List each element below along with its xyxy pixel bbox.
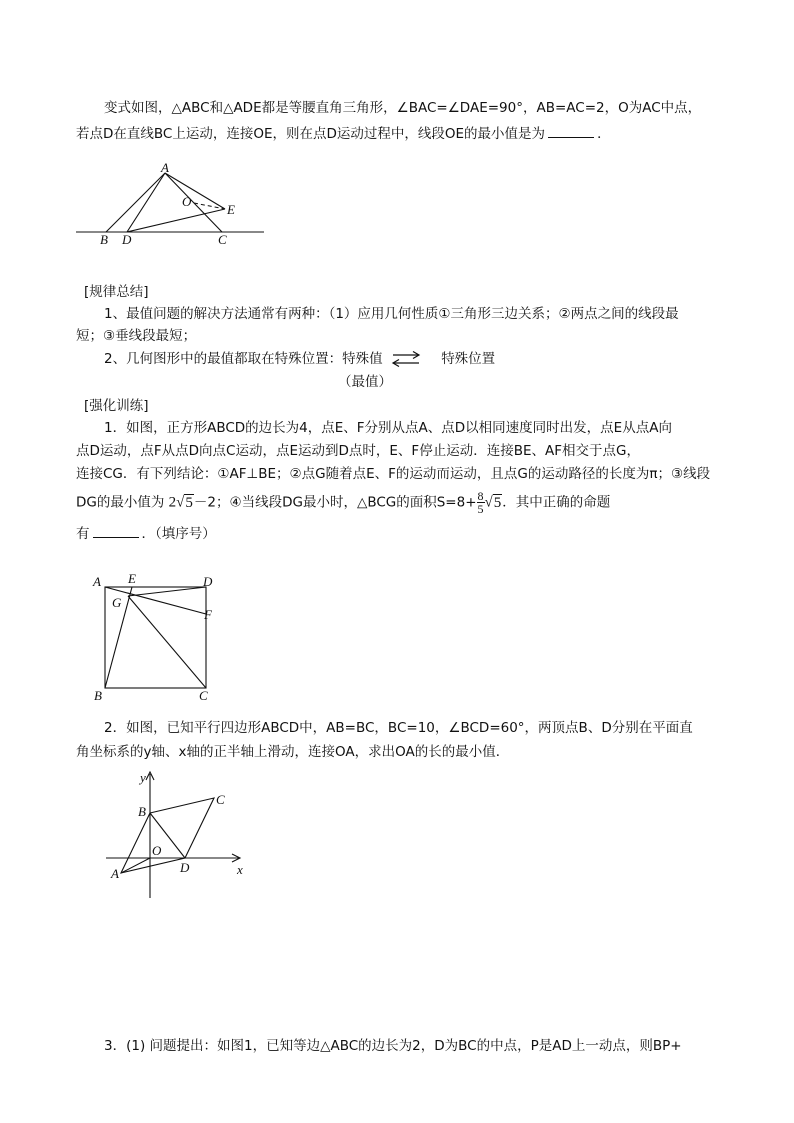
label-o: O [182,194,192,209]
q1-line-4-f: ．其中正确的命题 [502,494,611,511]
label-c: C [216,792,225,807]
q2-line-2: 角坐标系的y轴、x轴的正半轴上滑动，连接OA，求出OA的长的最小值． [76,744,510,760]
fraction-8-5: $\frac{8}{5}$ [477,489,484,516]
label-e: E [128,571,136,586]
label-f: F [204,607,212,622]
variant-line-2-text: 若点D在直线BC上运动，连接OE，则在点D运动过程中，线段OE的最小值是为 [76,126,546,142]
label-d: D [203,574,213,589]
q1-line-4 [76,490,610,515]
label-d: D [180,860,190,875]
q1-line-3: 连接CG．有下列结论：①AF⊥BE；②点G随着点E、F的运动而运动，且点G的运动路径的长度为π；③线段 [76,466,711,482]
label-y: y [140,770,146,785]
segment-gc [128,596,206,688]
q1-line-5: 有 ．（填序号） [76,526,216,542]
label-b: B [100,232,108,247]
label-a: A [161,160,169,175]
segment-ab [106,173,165,232]
summary-heading: [规律总结] [84,284,149,300]
answer-blank [548,124,594,138]
double-arrow-icon [391,351,421,367]
summary-item-2-line-1 [104,349,495,369]
summary-item-2-text-a: 2、几何图形中的最值都取在特殊位置：特殊值 [104,351,383,367]
variant-line-2-end: ． [597,126,611,142]
summary-item-2-max-value: （最值） [338,374,392,390]
variant-line-2 [76,124,611,144]
segment-gd [128,587,206,596]
label-a: A [93,574,101,589]
summary-item-2-text-b: 特殊位置 [441,351,496,367]
label-e: E [227,202,235,217]
label-a: A [111,866,119,881]
label-b: B [94,688,102,703]
segment-oa [121,858,150,873]
q2-line-1: 2．如图，已知平行四边形ABCD中，AB=BC，BC=10，∠BCD=60°，两顶点B、D分别在平面直 [104,720,693,736]
figure-square-abcd [88,570,218,706]
q1-line-2: 点D运动，点F从点D向点C运动，点E运动到D点时，E、F停止运动．连接BE、AF相交于点G， [76,443,640,459]
q1-answer-blank [93,524,139,538]
label-b: B [138,804,146,819]
sqrt-5: √5 [484,494,502,511]
q1-line-1: 1．如图，正方形ABCD的边长为4，点E、F分别从点A、点D以相同速度同时出发，点E从点A向 [104,420,672,436]
summary-item-1-line-2: 短；③垂线段最短； [76,328,197,344]
summary-item-1-line-1: 1、最值问题的解决方法通常有两种：（1）应用几何性质①三角形三边关系；②两点之间的线段最 [104,306,679,322]
training-heading: [强化训练] [84,398,149,414]
label-c: C [199,688,208,703]
variant-line-1: 变式如图，△ABC和△ADE都是等腰直角三角形，∠BAC=∠DAE=90°，AB=AC=2，O为AC中点， [104,100,702,116]
q1-line-4-d: －2；④当线段DG最小时，△BCG的面积S=8+ [193,494,477,511]
label-d: D [122,232,132,247]
figure-parallelogram-axes [96,766,256,902]
segment-ad [127,173,165,232]
label-g: G [112,595,122,610]
figure-triangle-ade [70,160,270,250]
label-x: x [237,862,243,877]
sqrt-expression: 2√5 [168,494,193,511]
label-o: O [152,843,162,858]
q1-line-4-a: DG的最小值为 [76,494,165,511]
label-c: C [218,232,227,247]
q3-line-1: 3．(1) 问题提出：如图1，已知等边△ABC的边长为2，D为BC的中点，P是AD上一动点，则BP+ [104,1038,682,1054]
